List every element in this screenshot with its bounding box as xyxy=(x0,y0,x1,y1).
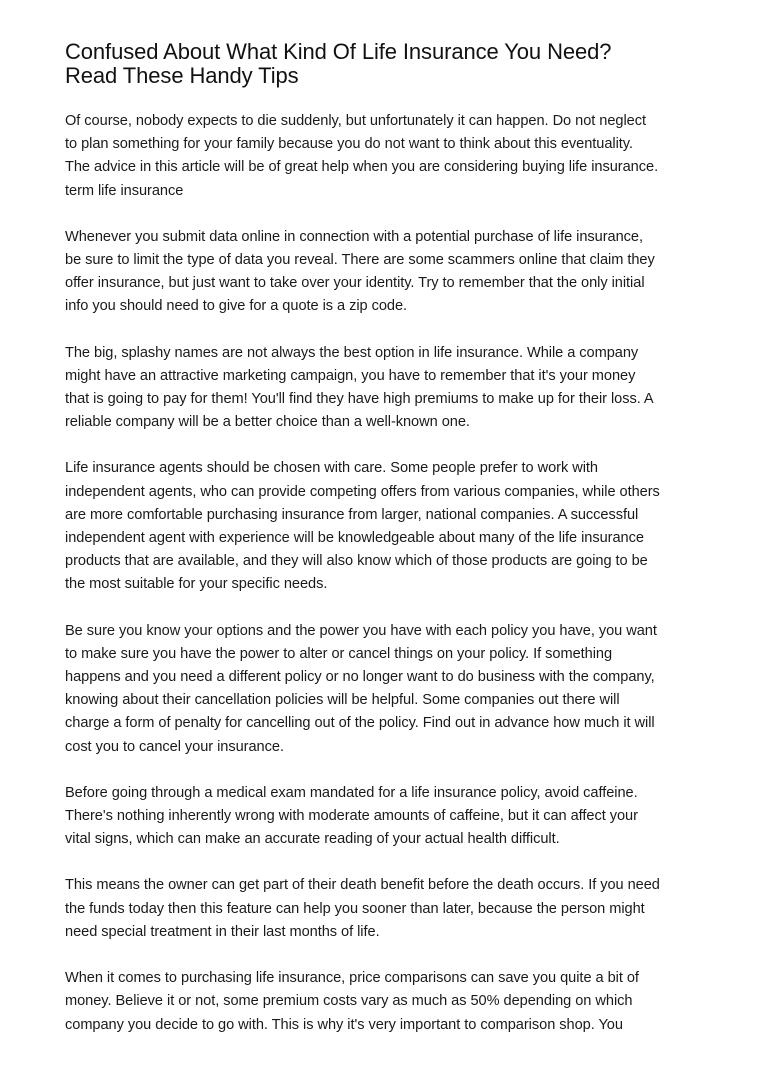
text-line: independent agent with experience will be knowledgeable about many of the life insurance xyxy=(65,530,644,547)
text-line: When it comes to purchasing life insurance, price comparisons can save you quite a bit of xyxy=(65,970,639,987)
text-line: money. Believe it or not, some premium costs vary as much as 50% depending on which xyxy=(65,993,633,1010)
paragraph-caffeine xyxy=(65,782,715,852)
text-line: The big, splashy names are not always the best option in life insurance. While a company xyxy=(65,344,639,361)
text-line: need special treatment in their last months of life. xyxy=(65,923,380,940)
text-line: Be sure you know your options and the power you have with each policy you have, you want xyxy=(65,622,657,639)
title-line: Read These Handy Tips xyxy=(65,63,299,88)
text-line: Life insurance agents should be chosen with care. Some people prefer to work with xyxy=(65,460,598,477)
text-line: company you decide to go with. This is why it's very important to comparison shop. You xyxy=(65,1016,623,1033)
text-line: might have an attractive marketing campaign, you have to remember that it's your money xyxy=(65,367,636,384)
page-title xyxy=(65,40,715,88)
text-line: the most suitable for your specific needs. xyxy=(65,576,328,593)
text-line: term life insurance xyxy=(65,182,184,199)
text-line: cost you to cancel your insurance. xyxy=(65,738,284,755)
text-line: Of course, nobody expects to die suddenly, but unfortunately it can happen. Do not neglect xyxy=(65,113,646,129)
text-line: knowing about their cancellation policies will be helpful. Some companies out there will xyxy=(65,692,620,709)
text-line: Before going through a medical exam mandated for a life insurance policy, avoid caffeine. xyxy=(65,784,638,801)
title-line: Confused About What Kind Of Life Insurance You Need? xyxy=(65,39,612,64)
text-line: happens and you need a different policy or no longer want to do business with the company, xyxy=(65,669,655,686)
text-line: offer insurance, but just want to take over your identity. Try to remember that the only initial xyxy=(65,275,645,292)
text-line: The advice in this article will be of great help when you are considering buying life insurance. xyxy=(65,159,659,176)
paragraph-intro xyxy=(65,110,715,203)
text-line: charge a form of penalty for cancelling out of the policy. Find out in advance how much it will xyxy=(65,715,655,732)
paragraph-price-comparison xyxy=(65,967,715,1037)
text-line: There's nothing inherently wrong with moderate amounts of caffeine, but it can affect your xyxy=(65,808,638,825)
text-line: to plan something for your family because you do not want to think about this eventuality. xyxy=(65,136,633,153)
text-line: are more comfortable purchasing insurance from larger, national companies. A successful xyxy=(65,506,639,523)
text-line: the funds today then this feature can help you sooner than later, because the person might xyxy=(65,900,645,917)
paragraph-options xyxy=(65,620,715,759)
text-line: to make sure you have the power to alter or cancel things on your policy. If something xyxy=(65,645,613,662)
text-line: Whenever you submit data online in connection with a potential purchase of life insurance, xyxy=(65,228,643,245)
paragraph-online-data xyxy=(65,226,715,319)
text-line: This means the owner can get part of their death benefit before the death occurs. If you need xyxy=(65,877,660,894)
paragraph-agents xyxy=(65,457,715,596)
text-line: vital signs, which can make an accurate reading of your actual health difficult. xyxy=(65,831,560,848)
text-line: reliable company will be a better choice than a well-known one. xyxy=(65,414,470,431)
paragraph-big-names xyxy=(65,342,715,435)
text-line: products that are available, and they will also know which of those products are going to be xyxy=(65,553,648,570)
document-page xyxy=(65,40,715,1060)
text-line: info you should need to give for a quote is a zip code. xyxy=(65,298,408,315)
text-line: be sure to limit the type of data you reveal. There are some scammers online that claim they xyxy=(65,252,655,269)
text-line: that is going to pay for them! You'll find they have high premiums to make up for their loss. A xyxy=(65,391,654,408)
article-body xyxy=(65,110,715,1037)
text-line: independent agents, who can provide competing offers from various companies, while others xyxy=(65,483,660,500)
paragraph-death-benefit xyxy=(65,874,715,944)
